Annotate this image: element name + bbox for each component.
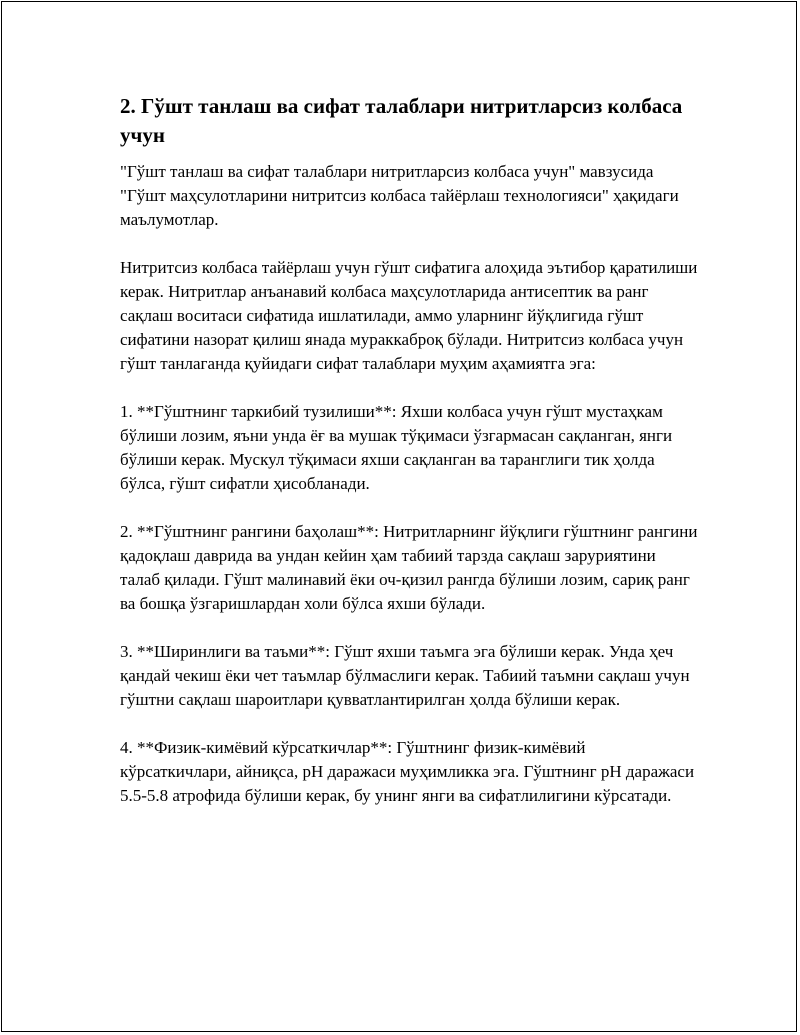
paragraph-overview: Нитритсиз колбаса тайёрлаш учун гўшт сифатига алоҳида эътибор қаратилиши керак. Нитритлар анъанавий колбаса маҳсулотларида антисептик ва ранг сақлаш воситаси сифатида ишлатилади, аммо уларнинг йўқлигида гўшт сифатини назорат қилиш янада мураккаброқ бўлади. Нитритсиз колбаса учун гўшт танлаганда қуйидаги сифат талаблари муҳим аҳамиятга эга: — [120, 258, 698, 373]
paragraph-item-2: 2. **Гўштнинг рангини баҳолаш**: Нитритларнинг йўқлиги гўштнинг рангини қадоқлаш даврида ва ундан кейин ҳам табиий тарзда сақлаш заруриятини талаб қилади. Гўшт малинавий ёки оч-қизил рангда бўлиши лозим, сариқ ранг ва бошқа ўзгаришлардан холи бўлса яхши бўлади. — [120, 522, 698, 613]
paragraph-item-4: 4. **Физик-кимёвий кўрсаткичлар**: Гўштнинг физик-кимёвий кўрсаткичлари, айниқса, pH даражаси муҳимликка эга. Гўштнинг pH даражаси 5.5-5.8 атрофида бўлиши керак, бу унинг янги ва сифатлилигини кўрсатади. — [120, 738, 695, 805]
paragraph-item-1: 1. **Гўштнинг таркибий тузилиши**: Яхши колбаса учун гўшт мустаҳкам бўлиши лозим, яъни унда ёғ ва мушак тўқимаси ўзгармасан сақланган, янги бўлиши керак. Мускул тўқимаси яхши сақланган ва таранглиги тик ҳолда бўлса, гўшт сифатли ҳисобланади. — [120, 402, 673, 493]
paragraph-item-3: 3. **Ширинлиги ва таъми**: Гўшт яхши таъмга эга бўлиши керак. Унда ҳеч қандай чекиш ёки чет таъмлар бўлмаслиги керак. Табиий таъмни сақлаш учун гўштни сақлаш шароитлари қувватлантирилган ҳолда бўлиши керак. — [120, 642, 690, 709]
page — [1, 1, 797, 1032]
section-heading: 2. Гўшт танлаш ва сифат талаблари нитритларсиз колбаса учун — [120, 94, 683, 147]
document-body — [120, 92, 700, 808]
intro-paragraph: "Гўшт танлаш ва сифат талаблари нитритларсиз колбаса учун" мавзусида "Гўшт маҳсулотларини нитритсиз колбаса тайёрлаш технологияси" ҳақидаги маълумотлар. — [120, 162, 679, 229]
